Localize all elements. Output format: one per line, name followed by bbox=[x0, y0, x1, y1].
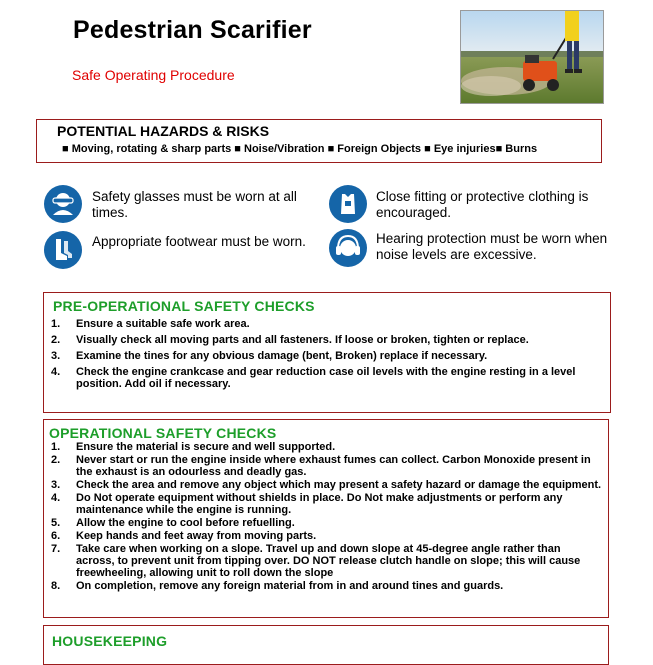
list-item-number: 6. bbox=[51, 530, 61, 542]
list-item bbox=[44, 366, 604, 390]
list-item-text: Visually check all moving parts and all fasteners. If loose or broken, tighten or replace. bbox=[76, 334, 529, 346]
list-item bbox=[44, 492, 602, 516]
list-item-number: 5. bbox=[51, 517, 61, 529]
housekeeping-title: HOUSEKEEPING bbox=[52, 633, 168, 649]
list-item bbox=[44, 580, 602, 592]
list-item bbox=[44, 334, 604, 346]
hazard-item: Burns bbox=[505, 143, 538, 155]
list-item-text: Ensure a suitable safe work area. bbox=[76, 318, 250, 330]
safety-glasses-icon bbox=[44, 185, 82, 223]
list-item-text: Examine the tines for any obvious damage (bent, Broken) replace if necessary. bbox=[76, 350, 488, 362]
list-item-text: On completion, remove any foreign material from in and around tines and guards. bbox=[76, 580, 504, 592]
ear-protection-icon bbox=[329, 229, 367, 267]
ppe-text-clothing: Close fitting or protective clothing is encouraged. bbox=[376, 189, 589, 220]
hazards-title: POTENTIAL HAZARDS & RISKS bbox=[57, 123, 270, 139]
list-item bbox=[44, 517, 602, 529]
list-item-number: 8. bbox=[51, 580, 61, 592]
operational-title: OPERATIONAL SAFETY CHECKS bbox=[49, 425, 277, 441]
hazard-item: Noise/Vibration bbox=[244, 143, 325, 155]
ppe-text-glasses: Safety glasses must be worn at all times. bbox=[92, 189, 297, 220]
operational-list bbox=[44, 441, 602, 592]
list-item-text: Do Not operate equipment without shields in place. Do Not make adjustments or perform any maintenance while the engine is running. bbox=[76, 492, 563, 516]
list-item bbox=[44, 454, 602, 478]
list-item-text: Ensure the material is secure and well supported. bbox=[76, 441, 336, 453]
pre-operational-section bbox=[43, 292, 611, 413]
hazard-item: Moving, rotating & sharp parts bbox=[71, 143, 232, 155]
ppe-text-footwear: Appropriate footwear must be worn. bbox=[92, 234, 306, 249]
list-item-number: 2. bbox=[51, 334, 61, 346]
list-item-number: 2. bbox=[51, 454, 61, 466]
bullet-icon: ■ bbox=[327, 143, 335, 155]
hazards-list bbox=[62, 143, 537, 155]
hazard-item: Eye injuries bbox=[433, 143, 496, 155]
list-item-number: 4. bbox=[51, 492, 61, 504]
list-item-number: 3. bbox=[51, 350, 61, 362]
list-item-text: Keep hands and feet away from moving parts. bbox=[76, 530, 317, 542]
ppe-text-hearing: Hearing protection must be worn when noise levels are excessive. bbox=[376, 231, 608, 262]
page-title: Pedestrian Scarifier bbox=[73, 16, 312, 44]
housekeeping-section bbox=[43, 625, 609, 665]
list-item-text: Never start or run the engine inside where exhaust fumes can collect. Carbon Monoxide present in the exhaust is an odourless and deadly gas. bbox=[76, 454, 591, 478]
pre-operational-title: PRE-OPERATIONAL SAFETY CHECKS bbox=[53, 298, 315, 314]
hazard-item: Foreign Objects bbox=[337, 143, 422, 155]
list-item bbox=[44, 479, 602, 491]
protective-clothing-icon bbox=[329, 185, 367, 223]
hazards-box bbox=[36, 119, 602, 163]
list-item-number: 7. bbox=[51, 543, 61, 555]
list-item bbox=[44, 543, 602, 579]
list-item-number: 4. bbox=[51, 366, 61, 378]
list-item-text: Check the engine crankcase and gear reduction case oil levels with the engine resting in a level position. Add oil if necessary. bbox=[76, 366, 576, 390]
list-item bbox=[44, 441, 602, 453]
list-item-text: Allow the engine to cool before refuelling. bbox=[76, 517, 295, 529]
bullet-icon: ■ bbox=[495, 143, 503, 155]
scarifier-photo bbox=[460, 10, 604, 104]
list-item-text: Take care when working on a slope. Travel up and down slope at 45-degree angle rather than across, to prevent unit from tipping over. DO NOT release clutch handle on slope; this will cause freewheeling, allowing unit to roll down the slope bbox=[76, 543, 581, 579]
bullet-icon: ■ bbox=[424, 143, 431, 155]
list-item bbox=[44, 530, 602, 542]
bullet-icon: ■ bbox=[62, 143, 69, 155]
list-item-text: Check the area and remove any object which may present a safety hazard or damage the equipment. bbox=[76, 479, 602, 491]
operational-section bbox=[43, 419, 609, 618]
list-item bbox=[44, 350, 604, 362]
list-item bbox=[44, 318, 604, 330]
list-item-number: 1. bbox=[51, 441, 61, 453]
safety-boots-icon bbox=[44, 231, 82, 269]
list-item-number: 3. bbox=[51, 479, 61, 491]
list-item-number: 1. bbox=[51, 318, 61, 330]
pre-operational-list bbox=[44, 318, 604, 390]
bullet-icon: ■ bbox=[234, 143, 241, 155]
page-subtitle: Safe Operating Procedure bbox=[72, 67, 235, 83]
